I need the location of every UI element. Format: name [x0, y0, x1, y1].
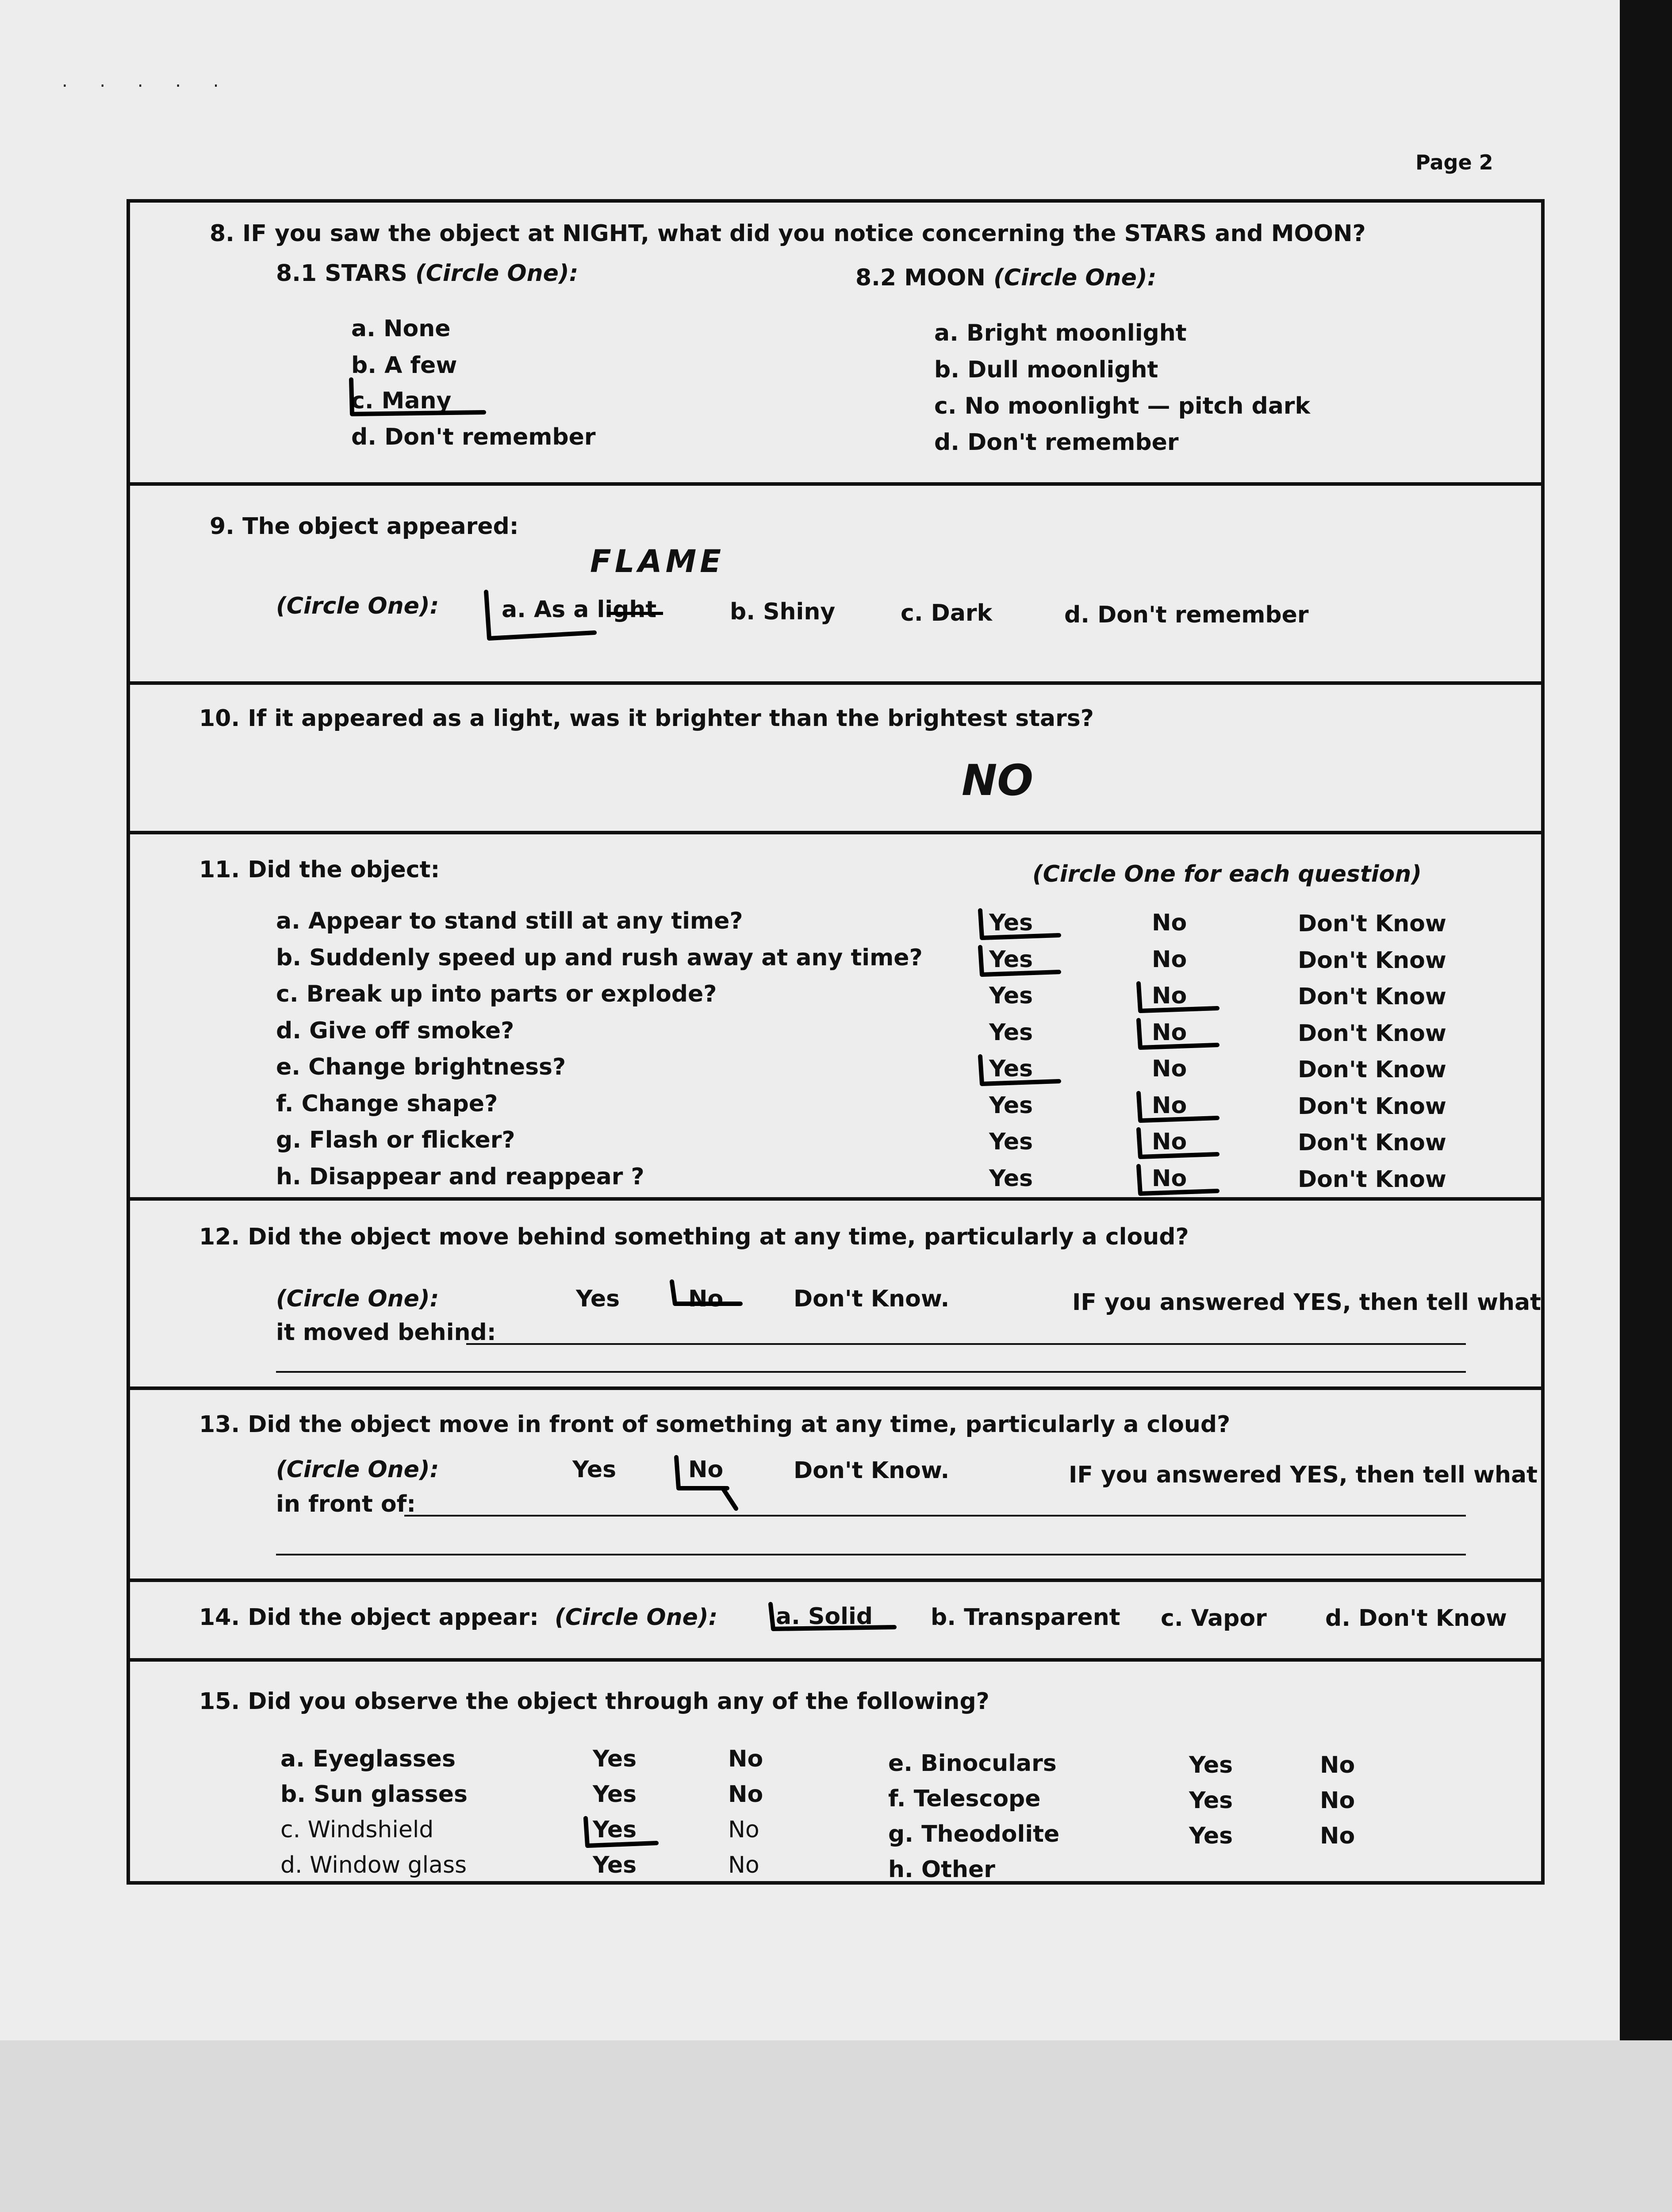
stars-option-b: b. A few	[351, 352, 457, 379]
q11-item-label: c. Break up into parts or explode?	[276, 981, 717, 1007]
q14-question: 14. Did the object appear:	[199, 1604, 539, 1631]
section-q13	[130, 1390, 1541, 1582]
q14-circle-one: (Circle One):	[555, 1604, 718, 1631]
scan-specks: . . . . .	[62, 71, 232, 91]
section-q14	[130, 1582, 1541, 1662]
q11-yes: Yes	[989, 1165, 1033, 1192]
q11-dont-know: Don't Know	[1298, 910, 1446, 937]
q15-other-line	[1006, 1882, 1377, 1884]
q11-answer-check-mark	[1129, 1016, 1235, 1056]
q8-moon-heading: 8.2 MOON (Circle One):	[855, 265, 1157, 291]
section-q11	[130, 834, 1541, 1201]
q11-answer-check-mark	[1129, 1089, 1235, 1129]
q9-option-c: c. Dark	[901, 600, 993, 626]
q15-left-label: a. Eyeglasses	[280, 1746, 456, 1772]
section-q10	[130, 685, 1541, 834]
stars-option-d: d. Don't remember	[351, 424, 596, 450]
q11-instruction: (Circle One for each question)	[1032, 861, 1422, 887]
q15-right-label: e. Binoculars	[888, 1750, 1057, 1777]
q12-no: No	[688, 1286, 724, 1312]
q13-answer-line-1	[404, 1515, 1466, 1517]
q15-left-yes: Yes	[593, 1746, 637, 1772]
q15-right-yes: Yes	[1189, 1787, 1233, 1814]
q11-item-label: h. Disappear and reappear ?	[276, 1163, 644, 1190]
section-q15	[130, 1662, 1541, 1888]
q11-yes: Yes	[989, 1092, 1033, 1119]
q11-no: No	[1152, 1092, 1187, 1119]
q11-no: No	[1152, 1056, 1187, 1082]
q9-circle-one: (Circle One):	[276, 593, 439, 619]
q12-if-yes: IF you answered YES, then tell what	[1072, 1289, 1541, 1316]
q13-yes: Yes	[572, 1456, 617, 1483]
stars-option-c: c. Many	[351, 388, 452, 414]
q11-dont-know: Don't Know	[1298, 1129, 1446, 1156]
q11-answer-check-mark	[1129, 1125, 1235, 1165]
q11-answer-check-mark	[970, 1052, 1077, 1092]
q15-left-yes: Yes	[593, 1781, 637, 1808]
q12-no-check-mark	[661, 1278, 749, 1313]
q11-question: 11. Did the object:	[199, 856, 440, 883]
section-q12	[130, 1201, 1541, 1390]
q13-no: No	[688, 1456, 724, 1483]
q11-answer-check-mark	[970, 943, 1077, 983]
q11-answer-check-mark	[1129, 979, 1235, 1019]
q11-no: No	[1152, 946, 1187, 973]
q11-no: No	[1152, 1019, 1187, 1046]
q15-left-no: No	[728, 1746, 763, 1772]
scan-background-below-page	[0, 2040, 1672, 2212]
q11-yes: Yes	[989, 1056, 1033, 1082]
q15-right-no: No	[1320, 1823, 1355, 1849]
q13-question: 13. Did the object move in front of something at any time, particularly a cloud?	[199, 1411, 1231, 1438]
q8-question: 8. IF you saw the object at NIGHT, what did you notice concerning the STARS and MOON?	[210, 220, 1366, 247]
q11-no: No	[1152, 983, 1187, 1009]
q14-option-a: a. Solid	[776, 1603, 873, 1630]
q15-right-no: No	[1320, 1787, 1355, 1814]
q15-right-label: h. Other	[888, 1856, 995, 1883]
q13-if-yes: IF you answered YES, then tell what	[1069, 1462, 1538, 1488]
q13-no-check-mark	[661, 1452, 758, 1518]
q15-right-label: f. Telescope	[888, 1786, 1041, 1812]
struck-light-line	[608, 612, 663, 615]
q11-item-label: a. Appear to stand still at any time?	[276, 908, 743, 934]
q15-right-label: g. Theodolite	[888, 1821, 1060, 1847]
q15-question: 15. Did you observe the object through any of the following?	[199, 1688, 989, 1715]
q10-question: 10. If it appeared as a light, was it brighter than the brightest stars?	[199, 705, 1094, 732]
section-q8	[130, 203, 1541, 486]
q12-yes: Yes	[576, 1286, 620, 1312]
q11-yes: Yes	[989, 946, 1033, 973]
q11-yes: Yes	[989, 910, 1033, 936]
q15-right-yes: Yes	[1189, 1752, 1233, 1778]
q12-answer-line-2	[276, 1371, 1466, 1373]
q15-left-no: No	[728, 1852, 759, 1878]
q11-dont-know: Don't Know	[1298, 1056, 1446, 1083]
q9-option-a: a. As a light	[502, 596, 657, 623]
option-a-check-mark	[479, 588, 603, 649]
q11-item-label: e. Change brightness?	[276, 1054, 566, 1080]
q12-circle-one: (Circle One):	[276, 1286, 439, 1312]
q9-question: 9. The object appeared:	[210, 513, 519, 540]
q9-option-d: d. Don't remember	[1064, 602, 1309, 628]
q11-item-label: f. Change shape?	[276, 1090, 498, 1117]
scan-right-margin	[1620, 0, 1672, 2040]
stars-option-a: a. None	[351, 315, 451, 342]
q15-left-no: No	[728, 1816, 759, 1843]
q11-item-label: b. Suddenly speed up and rush away at any time?	[276, 944, 923, 971]
moon-option-c: c. No moonlight — pitch dark	[934, 393, 1311, 419]
q15-left-label: c. Windshield	[280, 1816, 434, 1843]
q13-dont-know: Don't Know.	[794, 1457, 950, 1484]
section-q9	[130, 486, 1541, 685]
q11-yes: Yes	[989, 1129, 1033, 1155]
q11-item-label: d. Give off smoke?	[276, 1017, 514, 1044]
q15-left-no: No	[728, 1781, 763, 1808]
q15-left-label: d. Window glass	[280, 1852, 467, 1878]
q15-right-no: No	[1320, 1752, 1355, 1778]
q15-left-label: b. Sun glasses	[280, 1781, 468, 1808]
q14-option-b: b. Transparent	[931, 1604, 1120, 1631]
q11-dont-know: Don't Know	[1298, 1093, 1446, 1120]
q11-no: No	[1152, 1165, 1187, 1192]
q11-dont-know: Don't Know	[1298, 1166, 1446, 1193]
moon-option-a: a. Bright moonlight	[934, 320, 1187, 346]
q12-question: 12. Did the object move behind something at any time, particularly a cloud?	[199, 1224, 1189, 1250]
q11-no: No	[1152, 910, 1187, 936]
handwritten-flame: FLAME	[590, 543, 725, 580]
questionnaire-form	[127, 199, 1545, 1885]
q15-right-yes: Yes	[1189, 1823, 1233, 1849]
q14-option-c: c. Vapor	[1161, 1605, 1267, 1632]
q15-left-yes: Yes	[593, 1816, 637, 1843]
moon-option-b: b. Dull moonlight	[934, 357, 1158, 383]
stars-many-check-mark	[342, 375, 493, 424]
q11-no: No	[1152, 1129, 1187, 1155]
q8-stars-heading: 8.1 STARS (Circle One):	[276, 260, 579, 287]
q11-answer-check-mark	[970, 906, 1077, 946]
q12-answer-line-1	[466, 1343, 1466, 1345]
q13-circle-one: (Circle One):	[276, 1456, 439, 1483]
q11-dont-know: Don't Know	[1298, 1020, 1446, 1047]
q13-follow-label: in front of:	[276, 1491, 416, 1517]
q11-item-label: g. Flash or flicker?	[276, 1127, 515, 1153]
moon-option-d: d. Don't remember	[934, 429, 1179, 456]
page-number: Page 2	[1415, 150, 1493, 174]
q12-follow-label: it moved behind:	[276, 1319, 496, 1346]
q14-solid-check-mark	[763, 1601, 901, 1637]
q14-option-d: d. Don't Know	[1325, 1605, 1507, 1632]
q15-left-yes: Yes	[593, 1852, 637, 1878]
q13-answer-line-2	[276, 1554, 1466, 1555]
q15-windshield-check-mark	[577, 1814, 674, 1854]
q11-dont-know: Don't Know	[1298, 983, 1446, 1010]
q11-yes: Yes	[989, 983, 1033, 1009]
q11-yes: Yes	[989, 1019, 1033, 1046]
q12-dont-know: Don't Know.	[794, 1286, 950, 1312]
q11-dont-know: Don't Know	[1298, 947, 1446, 974]
q9-option-b: b. Shiny	[730, 599, 836, 625]
q11-answer-check-mark	[1129, 1162, 1235, 1202]
handwritten-no: NO	[962, 756, 1033, 805]
